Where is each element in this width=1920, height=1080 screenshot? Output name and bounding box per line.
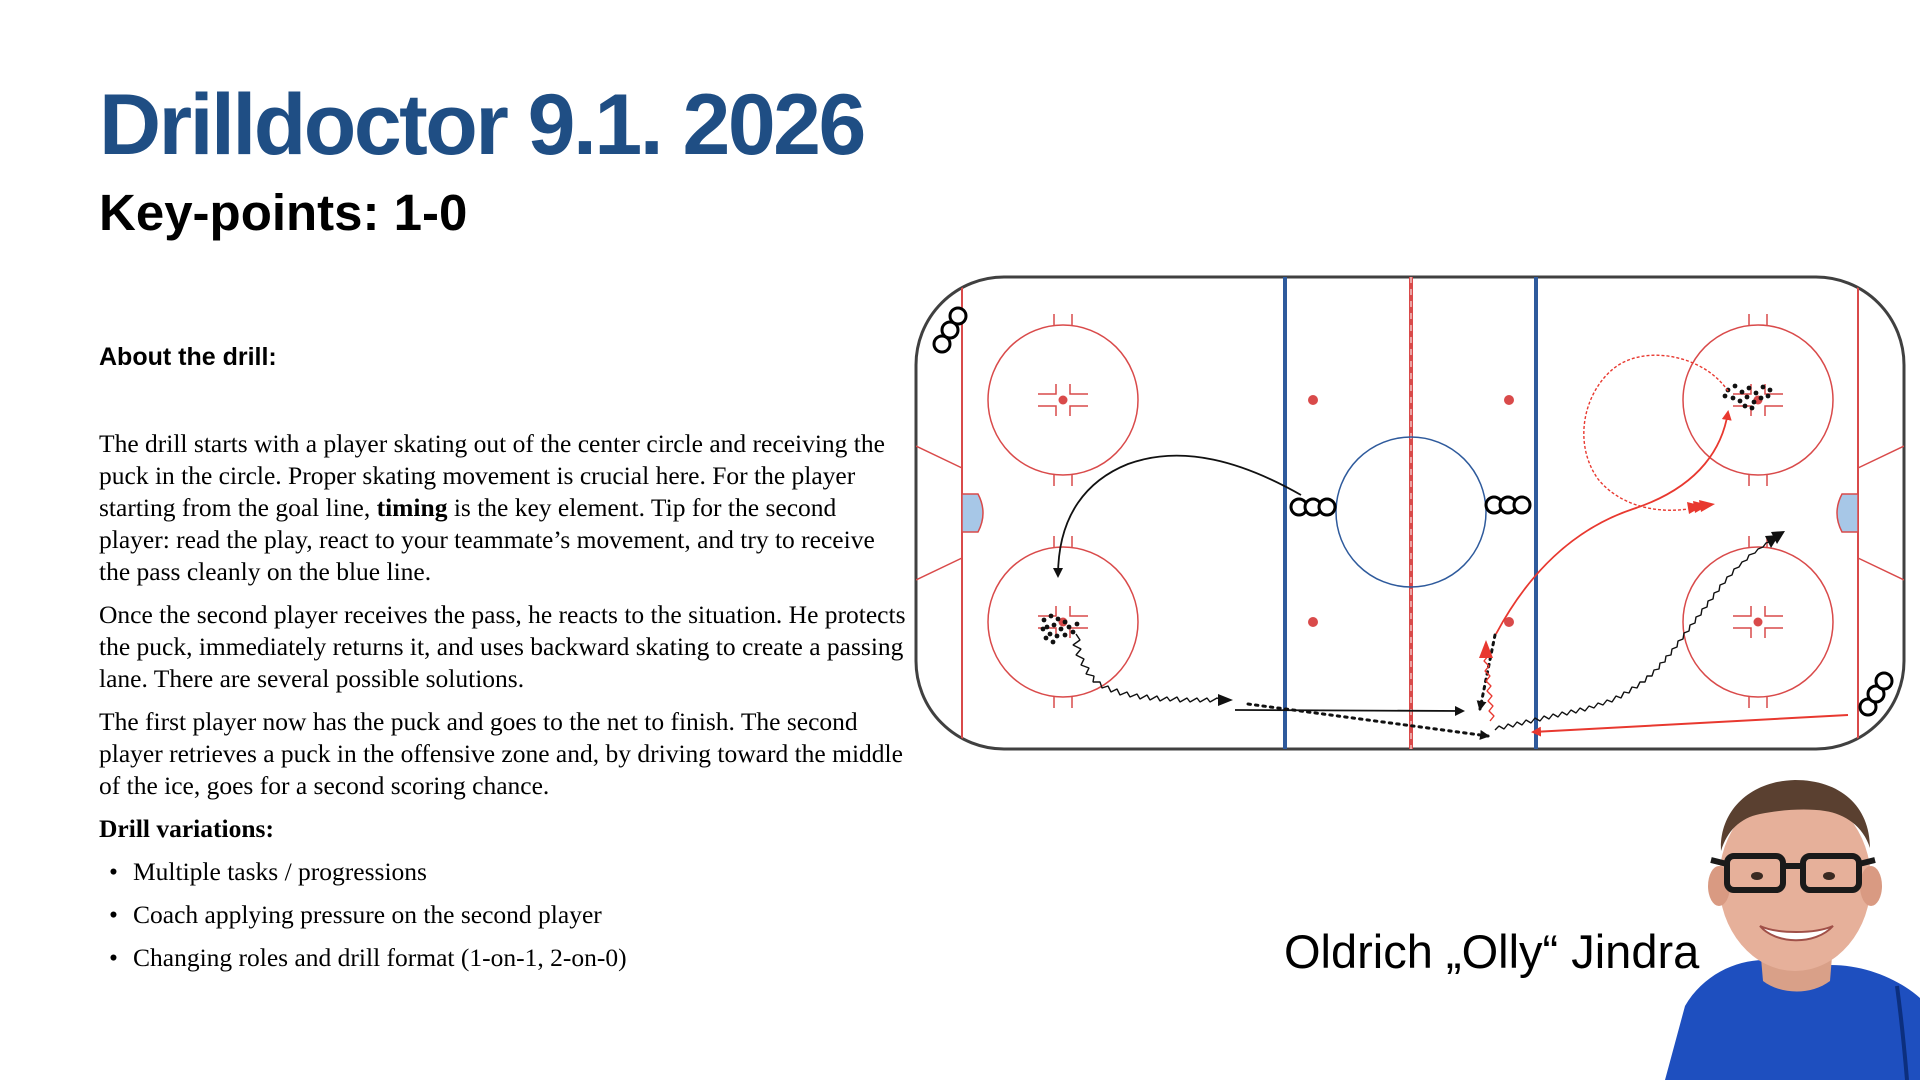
players-right-blue-line [1486,497,1530,513]
presenter-photo [1665,766,1920,1080]
paragraph-1 [99,428,911,588]
drill-description [99,428,911,985]
variations-heading: Drill variations: [99,814,274,843]
page-title: Drilldoctor 9.1. 2026 [99,77,864,173]
rink-surface [916,277,1904,749]
paragraph-2: Once the second player receives the pass, he reacts to the situation. He protects the puck, immediately returns it, and uses backward skating to create a passing lane. There are several possible solutions. [99,600,906,693]
variations-list [99,856,911,974]
variation-item: • Changing roles and drill format (1-on-1, 2-on-0) [99,942,911,974]
players-left-blue-line [1291,499,1335,515]
variation-item: • Multiple tasks / progressions [99,856,911,888]
about-heading: About the drill: [99,343,277,371]
timing-emphasis: timing [376,493,448,522]
crease-left [962,494,983,532]
presenter-name: Oldrich „Olly“ Jindra [1284,925,1700,978]
page-subtitle: Key-points: 1-0 [99,184,468,241]
crease-right [1837,494,1858,532]
pass-line-black [1235,710,1463,711]
rink-diagram [913,274,1907,752]
variation-item: • Coach applying pressure on the second player [99,899,911,931]
paragraph-3: The first player now has the puck and goes to the net to finish. The second player retrieves a puck in the offensive zone and, by driving toward the middle of the ice, goes for a second scoring chance. [99,707,903,800]
paragraph-1-end: is the key element. Tip for the second player: read the play, react to your teammate’s movement, and try to receive the pass cleanly on the blue line. [99,493,875,586]
paragraph-1-start: The drill starts with a player skating out of the center circle and receiving the puck in the circle. Proper skating movement is crucial here. For the player starting from the goal line, [99,429,885,522]
